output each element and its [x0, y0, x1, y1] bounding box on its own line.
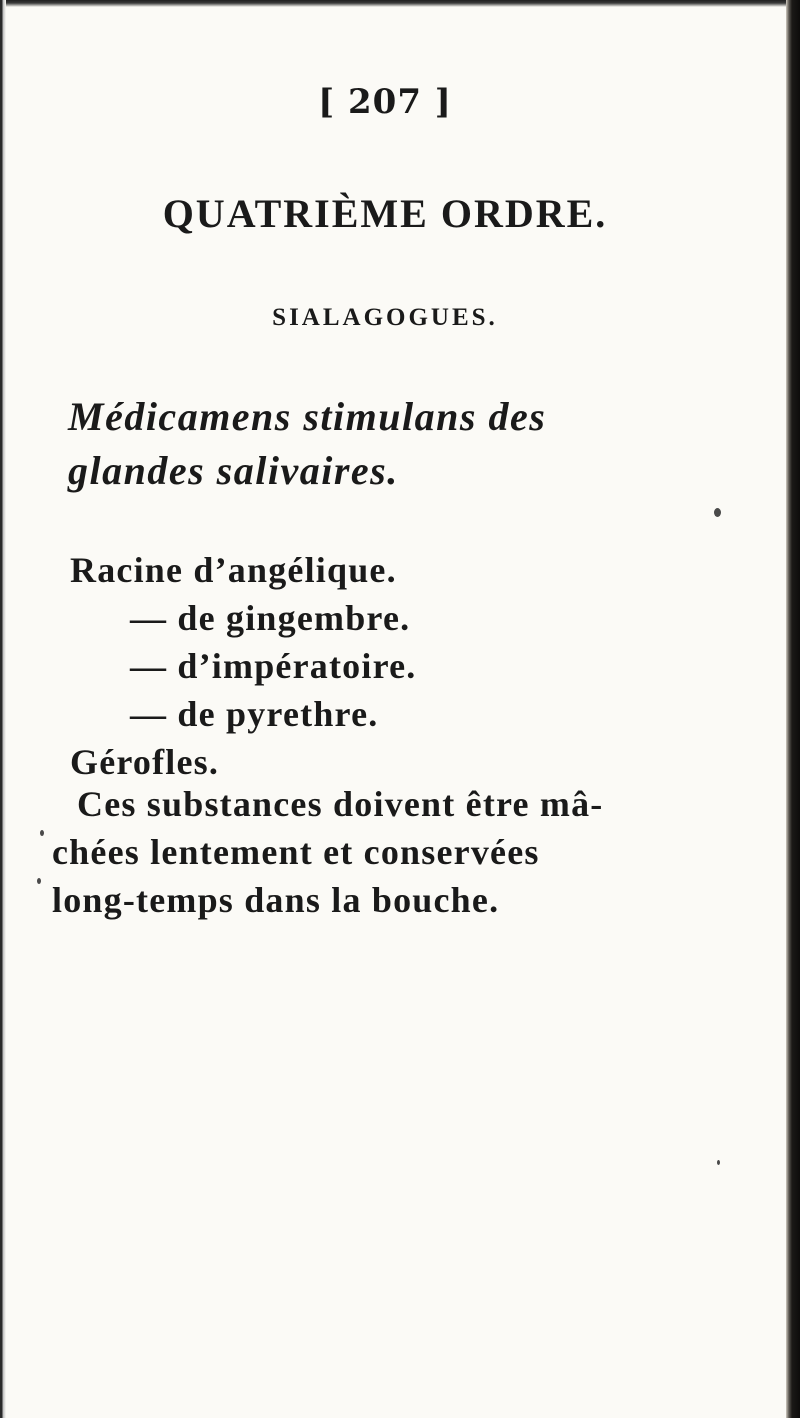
list-item: — de gingembre. — [130, 598, 411, 638]
binding-edge — [786, 0, 800, 1418]
remedy-list — [70, 546, 730, 786]
subtitle-line: glandes salivaires. — [68, 448, 399, 493]
print-speck — [37, 878, 41, 884]
list-item: Gérofles. — [70, 742, 220, 782]
class-heading: SIALAGOGUES. — [272, 304, 498, 331]
print-speck — [40, 830, 44, 836]
print-speck — [717, 1160, 720, 1165]
list-item: — de pyrethre. — [130, 694, 379, 734]
subtitle — [68, 390, 728, 498]
subtitle-line: Médicamens stimulans des — [68, 394, 547, 439]
usage-paragraph — [52, 780, 752, 924]
paragraph-line: chées lentement et conservées — [52, 832, 540, 872]
paragraph-line: Ces substances doivent être mâ- — [77, 784, 604, 824]
list-item: — d’impératoire. — [130, 646, 417, 686]
print-speck — [714, 508, 721, 517]
page-number: [ 207 ] — [318, 82, 452, 122]
order-heading: QUATRIÈME ORDRE. — [162, 191, 608, 236]
paragraph-line: long-temps dans la bouche. — [52, 880, 500, 920]
list-item: Racine d’angélique. — [70, 550, 397, 590]
top-edge-shadow — [0, 0, 800, 7]
